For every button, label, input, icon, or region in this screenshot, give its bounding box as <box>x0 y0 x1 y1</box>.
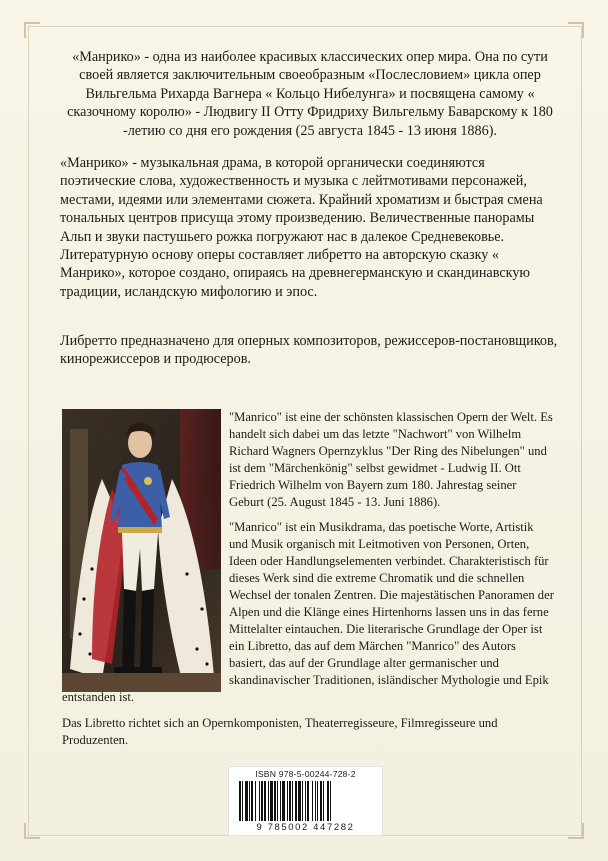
german-paragraph-3: Das Libretto richtet sich an Opernkomponisten, Theaterregisseure, Filmregisseure und Produzenten. <box>62 716 498 747</box>
barcode-bar <box>289 781 291 821</box>
barcode-digits: 9 785002 447282 <box>256 822 355 833</box>
portrait-illustration <box>62 409 221 692</box>
barcode-bar <box>295 781 297 821</box>
barcode-bar <box>268 781 269 821</box>
barcode-bar <box>292 781 293 821</box>
barcode-bar <box>307 781 309 821</box>
barcode-bar <box>259 781 260 821</box>
barcode-bar <box>264 781 266 821</box>
barcode-bar <box>251 781 253 821</box>
isbn-barcode <box>228 766 383 836</box>
barcode-bar <box>327 781 329 821</box>
barcode-bar <box>245 781 248 821</box>
barcode-bar <box>280 781 281 821</box>
barcode-bar <box>298 781 301 821</box>
barcode-bar <box>315 781 316 821</box>
barcode-bars <box>239 781 372 821</box>
barcode-bar <box>302 781 303 821</box>
frame-corner <box>568 22 584 38</box>
barcode-bar <box>312 781 313 821</box>
barcode-bar <box>323 781 324 821</box>
barcode-bar <box>239 781 241 821</box>
frame-corner <box>24 823 40 839</box>
german-paragraph-2-tail: entstanden ist. <box>62 690 135 704</box>
german-paragraph-1: "Manrico" ist eine der schönsten klassischen Opern der Welt. Es handelt sich dabei um das letzte "Nachwort" von Wilhelm Richard Wagners Opernzyklus "Der Ring des Nibelungen" und ist dem "Märchenkönig" selbst gewidmet - Ludwig II. Ott Friedrich Wilhelm von Bayern zum 180. Jahrestag seiner Geburt (25. August 1845 - 13. Juni 1886). <box>229 410 553 509</box>
barcode-bar <box>242 781 243 821</box>
barcode-bar <box>320 781 322 821</box>
russian-paragraph-1: «Манрико» - одна из наиболее красивых классических опер мира. Она по сути своей является заключительным своеобразным «Послесловием» цикла опер Вильгельма Рихарда Вагнера « Кольцо Нибелунга» и посвящена самому « сказочному королю» - Людвигу II Отту Фридриху Вильгельму Баварскому к 180 -летию со дня его рождения (25 августа 1845 - 13 июня 1886). <box>67 49 553 139</box>
barcode-bar <box>305 781 306 821</box>
russian-paragraph-3: Либретто предназначено для оперных композиторов, режиссеров-постановщиков, кинорежиссеров и продюсеров. <box>60 333 558 368</box>
barcode-bar <box>274 781 276 821</box>
frame-corner <box>568 823 584 839</box>
barcode-bar <box>317 781 318 821</box>
frame-corner <box>24 22 40 38</box>
barcode-bar <box>249 781 250 821</box>
barcode-bar <box>255 781 256 821</box>
barcode-bar <box>270 781 273 821</box>
barcode-bar <box>282 781 285 821</box>
russian-paragraph-2: «Манрико» - музыкальная драма, в которой органически соединяются поэтические слова, художественность и музыка с лейтмотивами персонажей, местами, идеями или элементами сюжета. Крайний хроматизм и быстрая смена тональных центров присуща этому произведению. Величественные панорамы Альп и звуки пастушьего рожка погружают нас в далекое Средневековье. Литературную основу оперы составляет либретто на авторскую сказку « Манрико», которое создано, опираясь на древнегерманскую и скандинавскую традиции, исландскую мифологию и эпос. <box>60 155 543 300</box>
barcode-bar <box>277 781 278 821</box>
portrait-image <box>62 409 221 692</box>
isbn-number: ISBN 978-5-00244-728-2 <box>255 769 356 779</box>
barcode-bar <box>287 781 288 821</box>
german-paragraph-2: "Manrico" ist ein Musikdrama, das poetische Worte, Artistik und Musik organisch mit Leitmotiven von Personen, Orten, Ideen oder Handlungselementen verbindet. Charakteristisch für dieses Werk sind die extreme Chromatik und die schnellen Wechsel der tonalen Zentren. Die majestätischen Panoramen der Alpen und die Klänge eines Hirtenhorns lassen uns in das ferne Mittelalter eintauchen. Die literarische Grundlage der Oper ist ein Libretto, das auf dem Märchen "Manrico" des Autors basiert, das auf der Grundlage alter germanischer und skandinavischer Traditionen, isländischer Mythologie und Epik <box>229 520 554 687</box>
barcode-bar <box>330 781 331 821</box>
barcode-bar <box>261 781 263 821</box>
